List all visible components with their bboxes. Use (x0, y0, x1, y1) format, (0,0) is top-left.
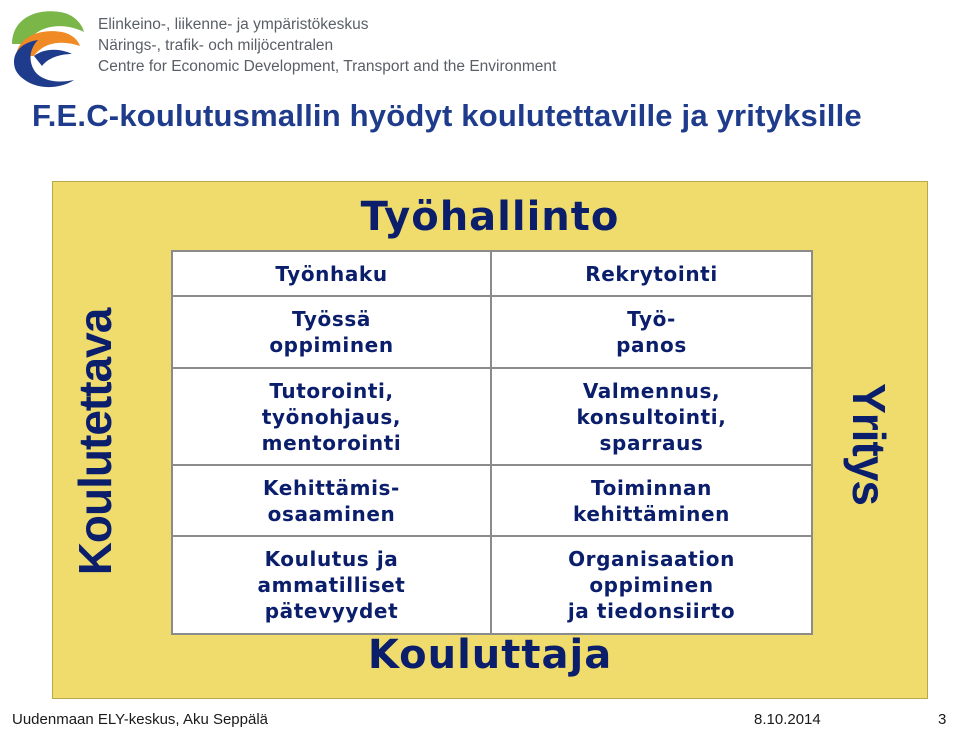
page-number: 3 (938, 711, 947, 728)
table-cell-left: Työnhaku (173, 252, 492, 297)
table-cell-right: Valmennus, konsultointi, sparraus (492, 369, 811, 466)
slide-title: F.E.C-koulutusmallin hyödyt koulutettaville ja yrityksille (32, 98, 862, 133)
org-name-swedish: Närings-, trafik- och miljöcentralen (98, 37, 334, 54)
footer-presenter: Uudenmaan ELY-keskus, Aku Seppälä (12, 711, 269, 728)
table-cell-left: Tutorointi, työnohjaus, mentorointi (173, 369, 492, 466)
table-cell-right: Organisaation oppiminen ja tiedonsiirto (567, 547, 736, 623)
table-cell-left: Koulutus ja ammatilliset pätevyydet (173, 537, 492, 633)
fec-diagram (52, 181, 928, 699)
benefit-table (171, 250, 813, 635)
table-cell-right: Työ- panos (492, 297, 811, 369)
organization-name (98, 14, 556, 77)
table-cell-right: Toiminnan kehittäminen (492, 466, 811, 537)
diagram-right-label: Yritys (843, 383, 895, 505)
org-name-finnish: Elinkeino-, liikenne- ja ympäristökeskus (98, 16, 369, 33)
diagram-top-label: Työhallinto (360, 194, 620, 240)
diagram-bottom-label: Kouluttaja (367, 632, 613, 678)
table-cell-right: Rekrytointi (492, 252, 811, 297)
table-cell-left: Kehittämis- osaaminen (173, 466, 492, 537)
table-cell-left: Työssä oppiminen (173, 297, 492, 369)
footer-date: 8.10.2014 (754, 711, 821, 728)
org-name-english: Centre for Economic Development, Transport and the Environment (98, 58, 557, 75)
diagram-left-label: Koulutettava (69, 308, 121, 576)
ely-logo-icon (4, 4, 88, 88)
